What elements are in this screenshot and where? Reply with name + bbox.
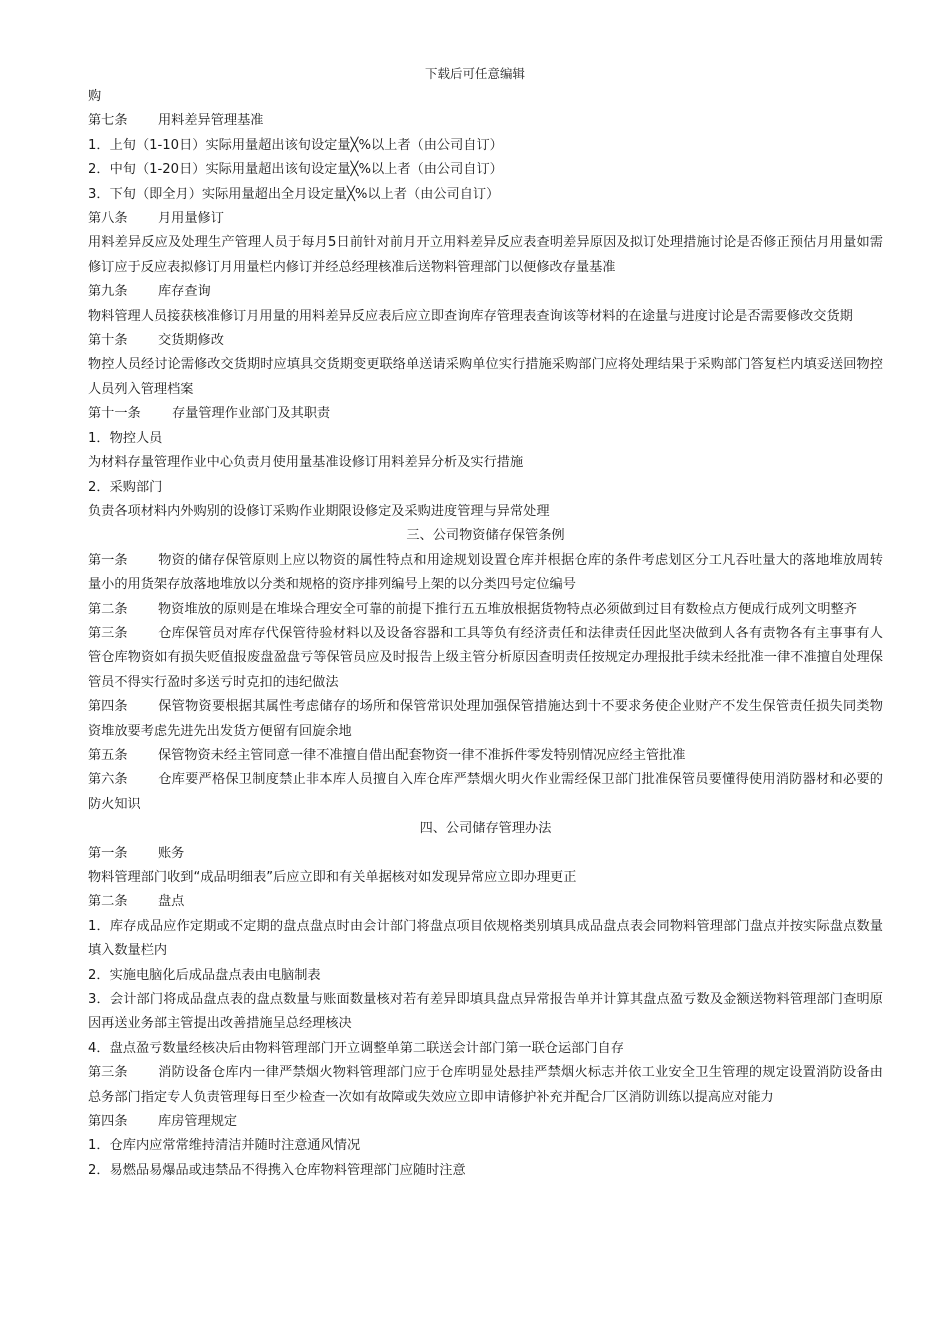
paragraph-line: 物料管理部门收到“成品明细表”后应立即和有关单据核对如发现异常应立即办理更正 [88,870,577,885]
article-line [88,842,883,866]
article-line [88,744,883,768]
article-number: 第一条 [88,552,128,568]
paragraph-line: 2．实施电脑化后成品盘点表由电脑制表 [88,967,321,983]
paragraph-line: 1．物控人员 [88,430,163,446]
article-text: 仓库保管员对库存代保管待验材料以及设备容器和工具等负有经济责任和法律责任因此坚决做到人各有责物各有主事事有人管仓库物资如有损失贬值报废盘盈盘亏等保管员应及时报告上级主管分析原因查明责任按规定办理报批手续未经批准一律不准擅自处理保管员不得实行盈时多送亏时克扣的违纪做法 [88,625,883,690]
paragraph-line: 3．下旬（即全月）实际用量超出全月设定量╳%以上者（由公司自订） [88,186,500,202]
article-line [88,622,883,695]
paragraph-line: 3．会计部门将成品盘点表的盘点数量与账面数量核对若有差异即填具盘点异常报告单并计算其盘点盈亏数及金额送物料管理部门查明原因再送业务部主管提出改善措施呈总经理核决 [88,992,883,1032]
article-line [88,1061,883,1110]
article-number: 第二条 [88,894,128,910]
paragraph-line: 用料差异反应及处理生产管理人员于每月5日前针对前月开立用料差异反应表查明差异原因及拟订处理措施讨论是否修正预估月用量如需修订应于反应表拟修订月用量栏内修订并经总经理核准后送物料管理部门以便修改存量基准 [88,235,883,275]
article-number: 第十一条 [88,406,141,422]
paragraph-line: 物控人员经讨论需修改交货期时应填具交货期变更联络单送请采购单位实行措施采购部门应将处理结果于采购部门答复栏内填妥送回物控人员列入管理档案 [88,357,883,397]
section-heading: 三、公司物资储存保管条例 [406,528,565,544]
article-text: 仓库要严格保卫制度禁止非本库人员擅自入库仓库严禁烟火明火作业需经保卫部门批准保管员要懂得使用消防器材和必要的防火知识 [88,772,883,812]
article-number: 第一条 [88,845,128,861]
article-line [88,890,883,914]
article-text: 存量管理作业部门及其职责 [172,406,331,422]
article-line [88,207,883,231]
article-line [88,768,883,817]
article-text: 用料差异管理基准 [158,113,264,129]
paragraph-line: 为材料存量管理作业中心负责月使用量基准设修订用料差异分析及实行措施 [88,455,524,471]
article-number: 第三条 [88,625,128,641]
article-number: 第三条 [88,1065,128,1081]
article-text: 保管物资未经主管同意一律不准擅自借出配套物资一律不准拆件零发特别情况应经主管批准 [158,747,686,763]
paragraph-line: 4．盘点盈亏数量经核决后由物料管理部门开立调整单第二联送会计部门第一联仓运部门自存 [88,1040,624,1056]
paragraph-line: 2．采购部门 [88,479,163,495]
article-number: 第六条 [88,772,128,788]
article-text: 保管物资要根据其属性考虑储存的场所和保管常识处理加强保管措施达到十不要求务使企业财产不发生保管责任损失同类物资堆放要考虑先进先出发货方便留有回旋余地 [88,699,883,739]
article-text: 月用量修订 [158,211,224,227]
article-line [88,549,883,598]
article-line [88,280,883,304]
article-line [88,402,883,426]
article-number: 第五条 [88,747,128,763]
paragraph-line: 2．中旬（1-20日）实际用量超出该旬设定量╳%以上者（由公司自订） [88,162,503,178]
article-line [88,109,883,133]
article-number: 第二条 [88,601,128,617]
article-text: 物资堆放的原则是在堆垛合理安全可靠的前提下推行五五堆放根据货物特点必须做到过目有数检点方便成行成列文明整齐 [158,601,857,617]
article-line [88,329,883,353]
paragraph-line: 购 [88,89,102,104]
article-number: 第八条 [88,211,128,227]
paragraph-line: 物料管理人员接获核准修订月用量的用料差异反应表后应立即查询库存管理表查询该等材料的在途量与进度讨论是否需要修改交货期 [88,308,853,324]
page-header: 下载后可任意编辑 [424,66,525,81]
article-text: 库房管理规定 [158,1114,238,1130]
article-text: 库存查询 [158,284,211,300]
article-text: 消防设备仓库内一律严禁烟火物料管理部门应于仓库明显处悬挂严禁烟火标志并依工业安全卫生管理的规定设置消防设备由总务部门指定专人负责管理每日至少检查一次如有故障或失效应立即申请修护补充并配合厂区消防训练以提高应对能力 [88,1065,883,1105]
article-line [88,695,883,744]
paragraph-line: 1．库存成品应作定期或不定期的盘点盘点时由会计部门将盘点项目依规格类别填具成品盘点表会同物料管理部门盘点并按实际盘点数量填入数量栏内 [88,918,883,959]
article-text: 交货期修改 [158,333,224,349]
article-number: 第十条 [88,333,128,349]
article-text: 盘点 [158,894,185,910]
article-text: 物资的储存保管原则上应以物资的属性特点和用途规划设置仓库并根据仓库的条件考虑划区分工凡吞吐量大的落地堆放周转量小的用货架存放落地堆放以分类和规格的资序排列编号上架的以分类四号定位编号 [88,552,883,593]
article-line [88,598,883,622]
paragraph-line: 负责各项材料内外购别的设修订采购作业期限设修定及采购进度管理与异常处理 [88,503,550,519]
document-body [88,85,883,1183]
article-number: 第四条 [88,1114,128,1130]
section-heading: 四、公司储存管理办法 [419,821,552,837]
article-line [88,1110,883,1134]
article-number: 第四条 [88,699,128,715]
paragraph-line: 2．易燃品易爆品或违禁品不得携入仓库物料管理部门应随时注意 [88,1162,466,1178]
article-text: 账务 [158,845,185,861]
paragraph-line: 1．仓库内应常常维持清洁并随时注意通风情况 [88,1138,361,1154]
article-number: 第七条 [88,113,128,129]
article-number: 第九条 [88,284,128,300]
paragraph-line: 1．上旬（1-10日）实际用量超出该旬设定量╳%以上者（由公司自订） [88,137,503,153]
